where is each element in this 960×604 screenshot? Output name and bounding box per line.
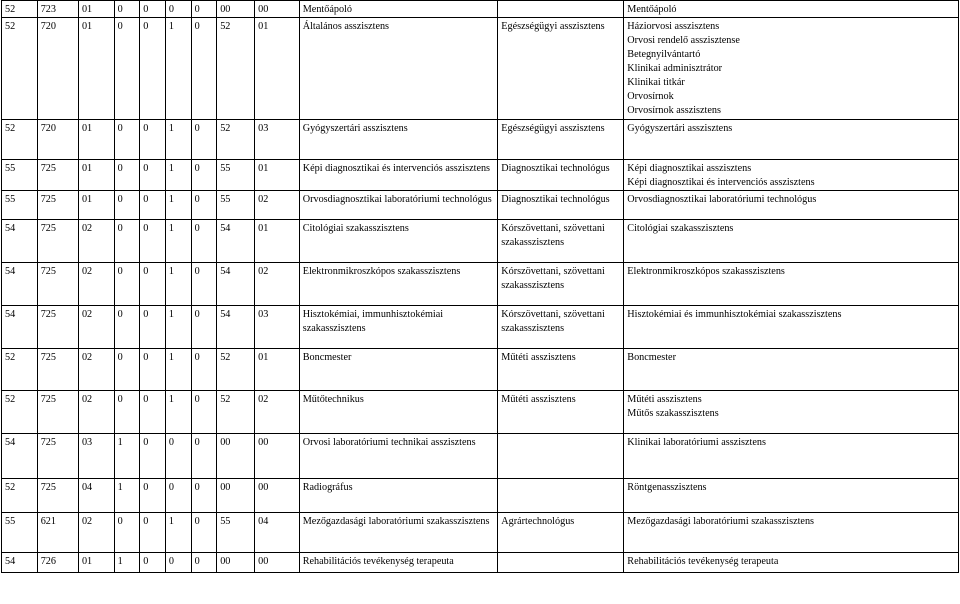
code-cell: 0 <box>140 306 166 349</box>
related-occupations-cell <box>624 160 959 191</box>
code-cell: 0 <box>140 18 166 120</box>
code-cell: 54 <box>217 306 255 349</box>
related-occupation: Röntgenasszisztens <box>627 482 707 493</box>
code-cell: 52 <box>217 391 255 434</box>
related-occupation: Boncmester <box>627 352 676 363</box>
related-occupations-cell <box>624 479 959 513</box>
code-cell: 1 <box>165 306 191 349</box>
code-cell: 0 <box>191 553 217 573</box>
code-cell: 01 <box>78 160 114 191</box>
code-cell: 00 <box>217 553 255 573</box>
table-row <box>2 306 959 349</box>
code-cell: 52 <box>217 18 255 120</box>
table-row <box>2 263 959 306</box>
code-cell: 0 <box>191 479 217 513</box>
code-cell: 0 <box>114 391 140 434</box>
related-occupations-cell <box>624 306 959 349</box>
table-row <box>2 553 959 573</box>
code-cell: 0 <box>191 391 217 434</box>
qualification-name-cell: Boncmester <box>299 349 498 391</box>
code-cell: 01 <box>78 120 114 160</box>
code-cell: 0 <box>114 160 140 191</box>
code-cell: 1 <box>165 349 191 391</box>
code-cell: 0 <box>140 349 166 391</box>
related-occupation: Citológiai szakasszisztens <box>627 223 734 234</box>
code-cell: 00 <box>217 479 255 513</box>
code-cell: 1 <box>165 191 191 220</box>
code-cell: 0 <box>165 553 191 573</box>
code-cell: 0 <box>140 553 166 573</box>
code-cell: 725 <box>37 191 78 220</box>
related-occupations-cell <box>624 120 959 160</box>
table-row <box>2 120 959 160</box>
branch-cell <box>498 553 624 573</box>
code-cell: 01 <box>78 191 114 220</box>
code-cell: 04 <box>78 479 114 513</box>
related-occupations-cell <box>624 191 959 220</box>
related-occupation: Képi diagnosztikai asszisztens <box>627 163 752 174</box>
code-cell: 54 <box>2 434 38 479</box>
code-cell: 01 <box>255 220 300 263</box>
table-row <box>2 220 959 263</box>
table-row <box>2 18 959 120</box>
code-cell: 52 <box>2 18 38 120</box>
code-cell: 54 <box>217 263 255 306</box>
code-cell: 0 <box>140 160 166 191</box>
code-cell: 52 <box>2 479 38 513</box>
code-cell: 0 <box>165 1 191 18</box>
code-cell: 0 <box>165 479 191 513</box>
code-cell: 54 <box>2 220 38 263</box>
code-cell: 01 <box>255 18 300 120</box>
code-cell: 52 <box>2 349 38 391</box>
code-cell: 0 <box>140 263 166 306</box>
branch-cell <box>498 479 624 513</box>
related-occupation: Elektronmikroszkópos szakasszisztens <box>627 266 785 277</box>
branch-cell <box>498 434 624 479</box>
code-cell: 0 <box>165 434 191 479</box>
code-cell: 02 <box>255 391 300 434</box>
related-occupations-cell <box>624 349 959 391</box>
code-cell: 00 <box>217 434 255 479</box>
code-cell: 02 <box>78 391 114 434</box>
code-cell: 0 <box>114 191 140 220</box>
code-cell: 55 <box>2 160 38 191</box>
qualification-name-cell: Citológiai szakasszisztens <box>299 220 498 263</box>
table-body <box>2 1 959 573</box>
code-cell: 52 <box>217 349 255 391</box>
code-cell: 0 <box>140 120 166 160</box>
code-cell: 52 <box>2 391 38 434</box>
qualification-name-cell: Gyógyszertári asszisztens <box>299 120 498 160</box>
table-row <box>2 513 959 553</box>
branch-cell: Egészségügyi asszisztens <box>498 18 624 120</box>
qualification-name-cell: Műtőtechnikus <box>299 391 498 434</box>
code-cell: 00 <box>255 553 300 573</box>
code-cell: 1 <box>114 434 140 479</box>
related-occupation: Rehabilitációs tevékenység terapeuta <box>627 556 779 567</box>
code-cell: 03 <box>255 306 300 349</box>
code-cell: 01 <box>78 553 114 573</box>
related-occupation: Orvosi rendelő asszisztense <box>627 35 740 46</box>
related-occupation: Orvosírnok <box>627 91 674 102</box>
code-cell: 0 <box>114 18 140 120</box>
code-cell: 00 <box>255 434 300 479</box>
code-cell: 1 <box>165 263 191 306</box>
related-occupation: Mezőgazdasági laboratóriumi szakasszisztens <box>627 516 814 527</box>
code-cell: 725 <box>37 306 78 349</box>
code-cell: 0 <box>114 306 140 349</box>
related-occupation: Orvosdiagnosztikai laboratóriumi technológus <box>627 194 817 205</box>
code-cell: 0 <box>191 306 217 349</box>
qualification-name-cell: Radiográfus <box>299 479 498 513</box>
code-cell: 720 <box>37 120 78 160</box>
related-occupation: Betegnyilvántartó <box>627 49 701 60</box>
code-cell: 02 <box>78 306 114 349</box>
code-cell: 04 <box>255 513 300 553</box>
code-cell: 01 <box>78 18 114 120</box>
qualification-name-cell: Mentőápoló <box>299 1 498 18</box>
code-cell: 55 <box>217 160 255 191</box>
code-cell: 0 <box>191 513 217 553</box>
code-cell: 02 <box>255 191 300 220</box>
related-occupation: Mentőápoló <box>627 4 677 15</box>
code-cell: 02 <box>78 263 114 306</box>
code-cell: 1 <box>165 513 191 553</box>
code-cell: 725 <box>37 479 78 513</box>
code-cell: 52 <box>217 120 255 160</box>
code-cell: 0 <box>191 160 217 191</box>
code-cell: 00 <box>217 1 255 18</box>
code-cell: 1 <box>165 391 191 434</box>
related-occupations-cell <box>624 434 959 479</box>
code-cell: 0 <box>191 220 217 263</box>
branch-cell: Egészségügyi asszisztens <box>498 120 624 160</box>
table-row <box>2 434 959 479</box>
qualification-name-cell: Hisztokémiai, immunhisztokémiai szakasszisztens <box>299 306 498 349</box>
related-occupation: Klinikai laboratóriumi asszisztens <box>627 437 766 448</box>
code-cell: 55 <box>2 513 38 553</box>
code-cell: 0 <box>191 191 217 220</box>
code-cell: 0 <box>114 513 140 553</box>
code-cell: 1 <box>114 479 140 513</box>
code-cell: 0 <box>140 1 166 18</box>
related-occupation: Klinikai titkár <box>627 77 685 88</box>
table-row <box>2 1 959 18</box>
code-cell: 0 <box>191 1 217 18</box>
related-occupation: Klinikai adminisztrátor <box>627 63 723 74</box>
code-cell: 52 <box>2 1 38 18</box>
qualification-table <box>1 0 959 573</box>
code-cell: 723 <box>37 1 78 18</box>
branch-cell: Kórszövettani, szövettani szakasszisztens <box>498 220 624 263</box>
code-cell: 1 <box>165 18 191 120</box>
code-cell: 0 <box>140 434 166 479</box>
code-cell: 0 <box>140 191 166 220</box>
related-occupations-cell <box>624 220 959 263</box>
code-cell: 725 <box>37 391 78 434</box>
code-cell: 1 <box>114 553 140 573</box>
branch-cell: Kórszövettani, szövettani szakasszisztens <box>498 263 624 306</box>
related-occupations-cell <box>624 553 959 573</box>
code-cell: 00 <box>255 1 300 18</box>
related-occupation: Hisztokémiai és immunhisztokémiai szakasszisztens <box>627 309 842 320</box>
code-cell: 0 <box>140 391 166 434</box>
code-cell: 01 <box>255 160 300 191</box>
table-row <box>2 479 959 513</box>
code-cell: 02 <box>78 220 114 263</box>
qualification-name-cell: Általános asszisztens <box>299 18 498 120</box>
code-cell: 725 <box>37 220 78 263</box>
qualification-name-cell: Elektronmikroszkópos szakasszisztens <box>299 263 498 306</box>
related-occupation: Képi diagnosztikai és intervenciós asszisztens <box>627 177 815 188</box>
code-cell: 1 <box>165 220 191 263</box>
code-cell: 0 <box>191 120 217 160</box>
code-cell: 02 <box>255 263 300 306</box>
related-occupations-cell <box>624 18 959 120</box>
code-cell: 54 <box>2 306 38 349</box>
code-cell: 725 <box>37 160 78 191</box>
code-cell: 0 <box>114 349 140 391</box>
code-cell: 0 <box>114 263 140 306</box>
code-cell: 725 <box>37 263 78 306</box>
code-cell: 00 <box>255 479 300 513</box>
code-cell: 55 <box>217 191 255 220</box>
branch-cell: Műtéti asszisztens <box>498 349 624 391</box>
code-cell: 0 <box>140 513 166 553</box>
table-row <box>2 349 959 391</box>
code-cell: 0 <box>191 434 217 479</box>
code-cell: 1 <box>165 120 191 160</box>
code-cell: 0 <box>140 479 166 513</box>
code-cell: 55 <box>217 513 255 553</box>
code-cell: 1 <box>165 160 191 191</box>
code-cell: 0 <box>140 220 166 263</box>
code-cell: 03 <box>255 120 300 160</box>
code-cell: 720 <box>37 18 78 120</box>
code-cell: 55 <box>2 191 38 220</box>
related-occupations-cell <box>624 1 959 18</box>
table-row <box>2 191 959 220</box>
related-occupation: Gyógyszertári asszisztens <box>627 123 733 134</box>
related-occupations-cell <box>624 513 959 553</box>
code-cell: 0 <box>191 18 217 120</box>
code-cell: 01 <box>78 1 114 18</box>
code-cell: 03 <box>78 434 114 479</box>
qualification-name-cell: Mezőgazdasági laboratóriumi szakasszisztens <box>299 513 498 553</box>
code-cell: 54 <box>2 263 38 306</box>
table-row <box>2 160 959 191</box>
code-cell: 726 <box>37 553 78 573</box>
code-cell: 725 <box>37 349 78 391</box>
code-cell: 52 <box>2 120 38 160</box>
qualification-name-cell: Rehabilitációs tevékenység terapeuta <box>299 553 498 573</box>
table-row <box>2 391 959 434</box>
code-cell: 621 <box>37 513 78 553</box>
code-cell: 725 <box>37 434 78 479</box>
code-cell: 0 <box>114 1 140 18</box>
code-cell: 0 <box>114 120 140 160</box>
branch-cell: Kórszövettani, szövettani szakasszisztens <box>498 306 624 349</box>
code-cell: 0 <box>191 263 217 306</box>
related-occupation: Műtéti asszisztens <box>627 394 702 405</box>
related-occupation: Műtős szakasszisztens <box>627 408 719 419</box>
branch-cell <box>498 1 624 18</box>
related-occupations-cell <box>624 391 959 434</box>
code-cell: 01 <box>255 349 300 391</box>
branch-cell: Diagnosztikai technológus <box>498 191 624 220</box>
branch-cell: Agrártechnológus <box>498 513 624 553</box>
code-cell: 02 <box>78 513 114 553</box>
qualification-name-cell: Orvosdiagnosztikai laboratóriumi technológus <box>299 191 498 220</box>
code-cell: 02 <box>78 349 114 391</box>
branch-cell: Diagnosztikai technológus <box>498 160 624 191</box>
related-occupation: Orvosírnok asszisztens <box>627 105 721 116</box>
code-cell: 0 <box>114 220 140 263</box>
branch-cell: Műtéti asszisztens <box>498 391 624 434</box>
qualification-name-cell: Orvosi laboratóriumi technikai asszisztens <box>299 434 498 479</box>
qualification-name-cell: Képi diagnosztikai és intervenciós asszisztens <box>299 160 498 191</box>
code-cell: 54 <box>2 553 38 573</box>
related-occupation: Háziorvosi asszisztens <box>627 21 720 32</box>
related-occupations-cell <box>624 263 959 306</box>
code-cell: 0 <box>191 349 217 391</box>
code-cell: 54 <box>217 220 255 263</box>
